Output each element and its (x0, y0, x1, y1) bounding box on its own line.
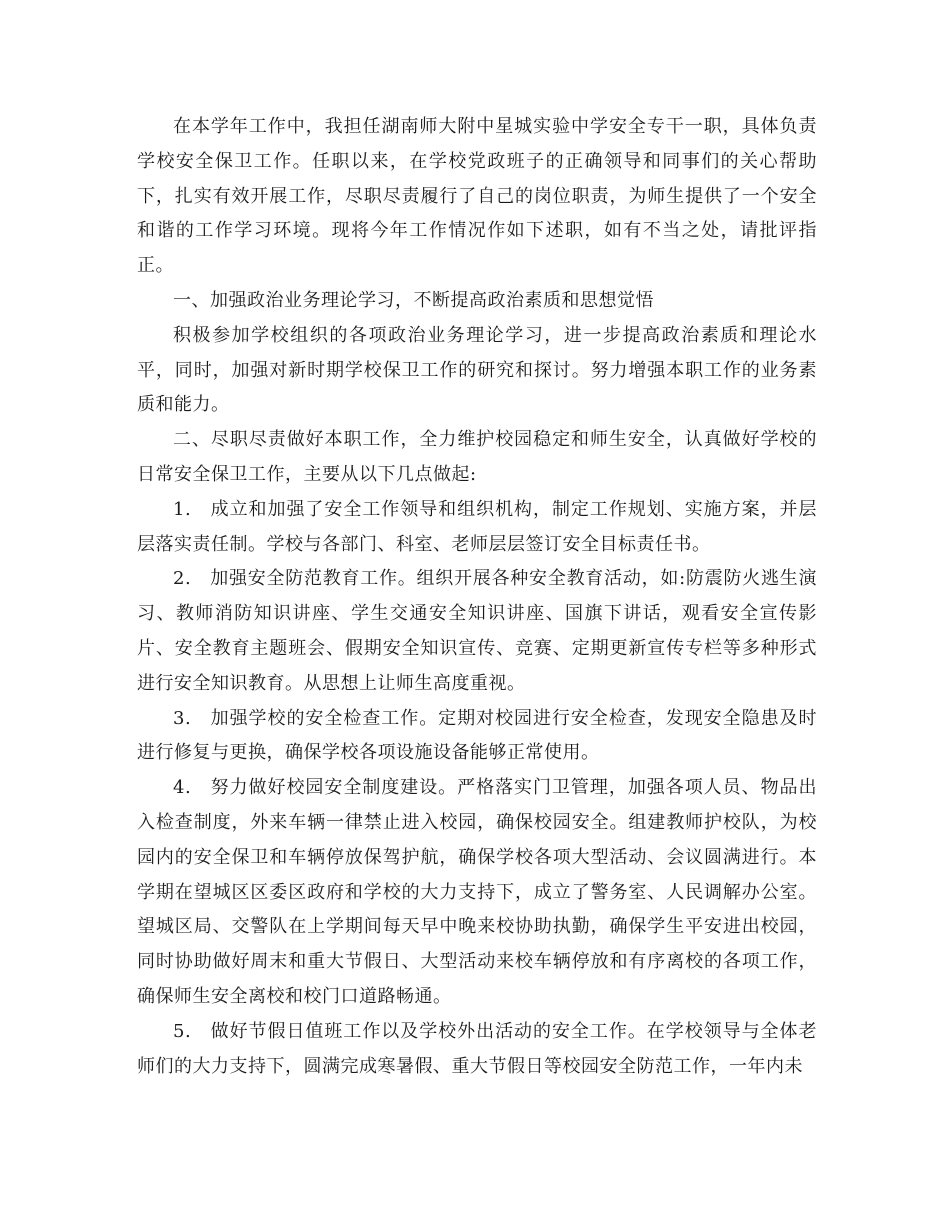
list-item-5: 5. 做好节假日值班工作以及学校外出活动的安全工作。在学校领导与全体老师们的大力支持下，圆满完成寒暑假、重大节假日等校园安全防范工作，一年内未 (137, 1020, 817, 1077)
list-item-1: 1. 成立和加强了安全工作领导和组织机构，制定工作规划、实施方案，并层层落实责任制。学校与各部门、科室、老师层层签订安全目标责任书。 (137, 498, 817, 555)
paragraph-study: 积极参加学校组织的各项政治业务理论学习，进一步提高政治素质和理论水平，同时，加强对新时期学校保卫工作的研究和探讨。努力增强本职工作的业务素质和能力。 (137, 324, 817, 416)
list-item-3: 3. 加强学校的安全检查工作。定期对校园进行安全检查，发现安全隐患及时进行修复与更换，确保学校各项设施设备能够正常使用。 (137, 707, 817, 764)
section-heading-2: 二、尽职尽责做好本职工作，全力维护校园稳定和师生安全，认真做好学校的日常安全保卫工作，主要从以下几点做起: (137, 429, 817, 485)
paragraph-intro: 在本学年工作中，我担任湖南师大附中星城实验中学安全专干一职，具体负责学校安全保卫工作。任职以来，在学校党政班子的正确领导和同事们的关心帮助下，扎实有效开展工作，尽职尽责履行了自己的岗位职责，为师生提供了一个安全和谐的工作学习环境。现将今年工作情况作如下述职，如有不当之处，请批评指正。 (137, 116, 817, 277)
document-body (137, 110, 817, 1084)
section-heading-1: 一、加强政治业务理论学习，不断提高政治素质和思想觉悟 (173, 289, 654, 311)
list-item-2: 2. 加强安全防范教育工作。组织开展各种安全教育活动，如:防震防火逃生演习、教师消防知识讲座、学生交通安全知识讲座、国旗下讲话，观看安全宣传影片、安全教育主题班会、假期安全知识宣传、竞赛、定期更新宣传专栏等多种形式进行安全知识教育。从思想上让师生高度重视。 (137, 568, 817, 694)
list-item-4: 4. 努力做好校园安全制度建设。严格落实门卫管理，加强各项人员、物品出入检查制度，外来车辆一律禁止进入校园，确保校园安全。组建教师护校队，为校园内的安全保卫和车辆停放保驾护航，确保学校各项大型活动、会议圆满进行。本学期在望城区区委区政府和学校的大力支持下，成立了警务室、人民调解办公室。望城区局、交警队在上学期间每天早中晚来校协助执勤，确保学生平安进出校园，同时协助做好周末和重大节假日、大型活动来校车辆停放和有序离校的各项工作，确保师生安全离校和校门口道路畅通。 (137, 777, 817, 1007)
